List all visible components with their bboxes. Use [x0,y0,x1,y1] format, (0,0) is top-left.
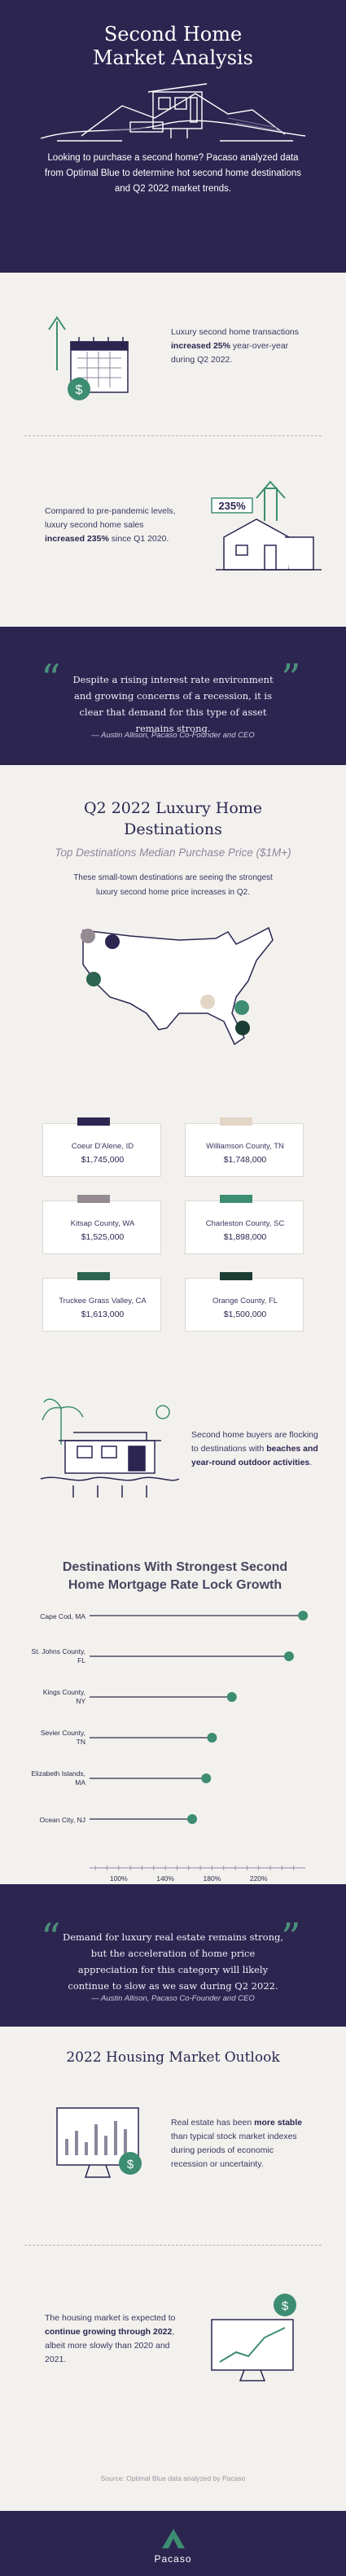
beach-house-illustration [41,1396,179,1502]
chart-title: Destinations With Strongest Second Home Mortgage Rate Lock Growth [62,1560,288,1592]
card-price: $1,500,000 [223,1310,267,1319]
category-label: Sevier County, TN [40,1729,85,1746]
source-note: Source: Optimal Blue data analyzed by Pacaso [100,2474,246,2482]
card-name: Coeur D'Alene, ID [71,1142,134,1151]
marker-kitsap [81,929,95,943]
stats-section [0,273,346,627]
outlook-title: 2022 Housing Market Outlook [66,2049,280,2066]
card-name: Truckee Grass Valley, CA [59,1297,147,1305]
beach-text [191,1428,322,1470]
card-swatch [77,1195,110,1203]
outlook2-post: , albeit more slowly than 2020 and 2021. [45,2327,175,2364]
card-name: Orange County, FL [212,1297,278,1305]
rate-lock-chart [0,1599,346,1883]
destination-card [185,1278,304,1332]
marker-williamson [200,995,215,1009]
marker-coeur-dalene [105,934,120,949]
quote-author: — Austin Allison, Pacaso Co-Founder and CEO [91,731,255,740]
quote-author: — Austin Allison, Pacaso Co-Founder and CEO [91,1994,255,2003]
stat1-pre: Luxury second home transactions [171,327,300,337]
x-tick-label: 220% [249,1874,268,1883]
data-point [201,1773,211,1783]
percent-badge: 235% [218,500,246,512]
page-title [0,23,346,70]
outlook1-pre: Real estate has been [171,2118,255,2128]
outlook-section [0,2027,346,2511]
category-label: Kings County, NY [42,1688,85,1705]
destination-card [185,1123,304,1177]
card-price: $1,525,000 [81,1232,125,1242]
outlook-item-growing [45,2311,179,2367]
divider [24,2245,322,2246]
destination-card [42,1123,161,1177]
open-quote-icon: “ [41,1915,61,1961]
card-swatch [77,1272,110,1280]
marker-orange-county [235,1021,250,1035]
stat1-highlight: increased 25% [171,341,230,351]
destination-card [42,1278,161,1332]
svg-text:$: $ [75,383,83,397]
destinations-title-line-2: Destinations [124,820,222,838]
outlook2-highlight: continue growing through 2022 [45,2327,173,2337]
marker-charleston [234,1000,249,1015]
card-name: Charleston County, SC [205,1219,285,1228]
us-map [73,916,277,1050]
beach-text-pre: Second home buyers are flocking to destinations with [191,1430,318,1454]
card-name: Williamson County, TN [206,1142,284,1151]
beach-text-highlight: beaches and year-round outdoor activities [191,1444,318,1467]
destination-card [42,1201,161,1254]
card-price: $1,748,000 [223,1155,267,1165]
stat2-post: since Q1 2020. [108,534,169,544]
destinations-description: These small-town destinations are seeing the strongest luxury second home price increases in Q2. [73,873,273,897]
category-label: Ocean City, NJ [39,1816,85,1824]
open-quote-icon: “ [41,656,61,702]
footer [0,2511,346,2576]
growth-chart-icon [204,2287,309,2385]
footer-brand[interactable]: Pacaso [154,2553,192,2565]
card-swatch [77,1117,110,1126]
title-line-1: Second Home [103,23,243,46]
destinations-title-line-1: Q2 2022 Luxury Home [83,799,263,817]
stat2-highlight: increased 235% [45,534,109,544]
outlook1-post: than typical stock market indexes during periods of economic recession or uncertainty. [171,2132,297,2169]
quote-section-1 [0,627,346,765]
marker-truckee [86,972,101,986]
quote-text: Despite a rising interest rate environment and growing concerns of a recession, it is clear that demand for this type of asset remains strong. [72,674,274,734]
destinations-title [0,798,346,840]
card-price: $1,898,000 [223,1232,267,1242]
outlook2-pre: The housing market is expected to [45,2313,176,2323]
rate-lock-chart-section [0,1526,346,1884]
destination-card [185,1201,304,1254]
data-point [207,1733,217,1743]
beach-text-post: . [309,1458,313,1467]
x-tick-label: 180% [203,1874,221,1883]
card-name: Kitsap County, WA [70,1219,135,1228]
intro-text: Looking to purchase a second home? Pacaso analyzed data from Optimal Blue to determine hot second home destinations and Q2 2022 market trends. [44,153,302,194]
quote-section-2 [0,1884,346,2027]
stat2-pre: Compared to pre-pandemic levels, luxury second home sales [45,506,176,530]
svg-text:$: $ [126,2158,134,2171]
card-swatch [220,1272,252,1280]
calendar-growth-icon [45,309,142,407]
card-swatch [220,1117,252,1126]
card-price: $1,613,000 [81,1310,125,1319]
stat-pre-pandemic [45,505,183,546]
outlook1-highlight: more stable [254,2118,303,2128]
beach-section [0,1363,346,1526]
close-quote-icon: ” [281,656,301,702]
card-swatch [220,1195,252,1203]
house-growth-icon [208,480,330,586]
data-point [298,1611,308,1620]
x-tick-label: 140% [156,1874,174,1883]
quote-text: Demand for luxury real estate remains strong, but the acceleration of home price appreciation for this category will likely continue to slow as we saw during Q2 2022. [62,1931,283,1992]
category-label: St. Johns County, FL [31,1647,85,1664]
x-tick-label: 100% [109,1874,128,1883]
outlook-item-stable [171,2116,309,2171]
close-quote-icon: ” [281,1915,301,1961]
category-label: Cape Cod, MA [40,1612,85,1620]
divider [24,435,322,436]
data-point [227,1692,237,1702]
data-point [284,1651,294,1661]
stat-transactions [171,326,305,367]
hero-section [0,0,346,273]
destinations-section [0,765,346,1363]
stat1-post: year-over-year during Q2 2022. [171,341,289,365]
svg-text:$: $ [281,2299,289,2313]
data-point [187,1814,197,1824]
pacaso-logo-icon [160,2526,186,2550]
title-line-2: Market Analysis [92,46,253,69]
destinations-subtitle: Top Destinations Median Purchase Price ($1M+) [55,846,291,859]
card-price: $1,745,000 [81,1155,125,1165]
category-label: Elizabeth Islands, MA [31,1769,85,1787]
house-on-hill-illustration [33,77,313,142]
monitor-chart-icon [49,2100,155,2189]
